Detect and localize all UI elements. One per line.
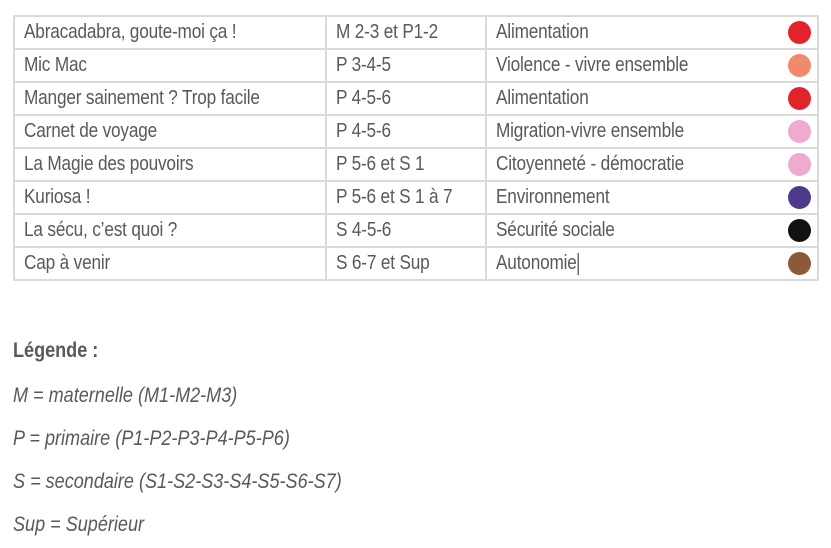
theme-color-dot xyxy=(788,120,811,143)
legend-line xyxy=(13,417,613,460)
legend-line xyxy=(13,374,613,417)
program-level: P 4-5-6 xyxy=(336,120,391,142)
program-level: P 3-4-5 xyxy=(336,54,391,76)
theme-color-dot xyxy=(788,153,811,176)
legend-line-text: S = secondaire (S1-S2-S3-S4-S5-S6-S7) xyxy=(13,470,342,493)
legend-line-text: Sup = Supérieur xyxy=(13,513,145,536)
program-theme: Sécurité sociale xyxy=(496,219,615,241)
program-theme-cell xyxy=(486,82,818,115)
text-cursor xyxy=(578,253,579,275)
program-title: Carnet de voyage xyxy=(24,120,158,142)
program-theme-cell[interactable] xyxy=(486,247,818,280)
legend-line xyxy=(13,503,613,546)
program-theme xyxy=(496,248,578,279)
table-row xyxy=(14,247,818,280)
program-title: La Magie des pouvoirs xyxy=(24,153,194,175)
legend xyxy=(13,332,613,546)
program-title-cell xyxy=(14,214,326,247)
program-level-cell xyxy=(326,115,486,148)
programs-table xyxy=(13,15,819,281)
program-theme-text: Autonomie xyxy=(496,252,577,274)
program-theme-cell xyxy=(486,181,818,214)
program-level: P 4-5-6 xyxy=(336,87,391,109)
program-theme: Alimentation xyxy=(496,87,589,109)
table-row xyxy=(14,148,818,181)
theme-color-dot xyxy=(788,252,811,275)
table-row xyxy=(14,115,818,148)
program-title: Cap à venir xyxy=(24,252,111,274)
program-level-cell xyxy=(326,148,486,181)
theme-color-dot xyxy=(788,186,811,209)
program-theme: Violence - vivre ensemble xyxy=(496,54,689,76)
legend-line-text: P = primaire (P1-P2-P3-P4-P5-P6) xyxy=(13,427,290,450)
legend-heading-text: Légende : xyxy=(13,339,99,362)
program-level: M 2-3 et P1-2 xyxy=(336,21,438,43)
program-theme: Migration-vivre ensemble xyxy=(496,120,685,142)
program-level-cell xyxy=(326,181,486,214)
program-title-cell xyxy=(14,247,326,280)
table-row xyxy=(14,16,818,49)
program-theme-cell xyxy=(486,49,818,82)
program-level-cell xyxy=(326,49,486,82)
program-level: P 5-6 et S 1 xyxy=(336,153,425,175)
theme-color-dot xyxy=(788,54,811,77)
program-level-cell xyxy=(326,82,486,115)
theme-color-dot xyxy=(788,21,811,44)
program-title: La sécu, c’est quoi ? xyxy=(24,219,178,241)
theme-color-dot xyxy=(788,87,811,110)
program-level: S 4-5-6 xyxy=(336,219,392,241)
program-title: Kuriosa ! xyxy=(24,186,91,208)
programs-table-body xyxy=(14,16,818,280)
program-title: Abracadabra, goute-moi ça ! xyxy=(24,21,237,43)
theme-color-dot xyxy=(788,219,811,242)
program-level-cell xyxy=(326,247,486,280)
legend-line xyxy=(13,460,613,503)
program-title-cell xyxy=(14,181,326,214)
program-theme-cell xyxy=(486,16,818,49)
program-title: Manger sainement ? Trop facile xyxy=(24,87,260,109)
program-title-cell xyxy=(14,16,326,49)
program-title-cell xyxy=(14,82,326,115)
program-level-cell xyxy=(326,16,486,49)
program-level: S 6-7 et Sup xyxy=(336,252,430,274)
program-theme-cell xyxy=(486,214,818,247)
legend-line-text: M = maternelle (M1-M2-M3) xyxy=(13,384,238,407)
table-row xyxy=(14,214,818,247)
program-theme-cell xyxy=(486,115,818,148)
program-theme-cell xyxy=(486,148,818,181)
table-row xyxy=(14,49,818,82)
program-level: P 5-6 et S 1 à 7 xyxy=(336,186,453,208)
program-title-cell xyxy=(14,49,326,82)
program-theme: Environnement xyxy=(496,186,610,208)
table-row xyxy=(14,82,818,115)
program-level-cell xyxy=(326,214,486,247)
program-title: Mic Mac xyxy=(24,54,87,76)
program-title-cell xyxy=(14,148,326,181)
program-theme: Alimentation xyxy=(496,21,589,43)
program-theme: Citoyenneté - démocratie xyxy=(496,153,685,175)
legend-heading xyxy=(13,332,613,374)
table-row xyxy=(14,181,818,214)
program-title-cell xyxy=(14,115,326,148)
